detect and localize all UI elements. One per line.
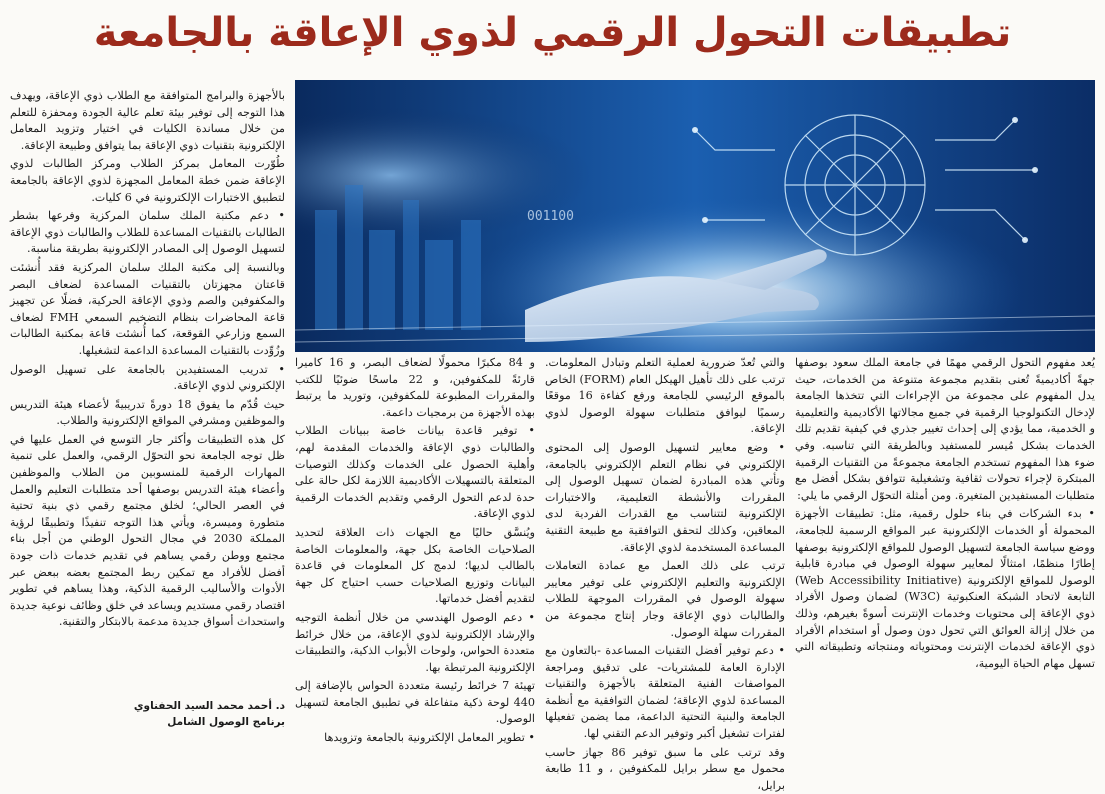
article-title: تطبيقات التحول الرقمي لذوي الإعاقة بالجامعة bbox=[93, 10, 1012, 56]
paragraph: • دعم الوصول الهندسي من خلال أنظمة التوجيه والإرشاد الإلكترونية لذوي الإعاقة، من خلال خرائط متعددة الحواس، ولوحات الأبواب الذكية، والتطبيقات الإلكترونية المرتبطة بها. bbox=[295, 610, 535, 674]
paragraph: كل هذه التطبيقات وأكثر جار التوسع في العمل عليها في ظل توجه الجامعة نحو التحوّل الرقمي، والعمل على تنمية المهارات الرقمية للمنسوبين من الطلاب والموظفين وأعضاء هيئة التدريس بوصفها أحد متطلبات التعليم والعمل في العصر الحالي؛ لخلق مجتمع رقمي ذي بنية تحتية متطورة وميسرة، ويأتي هذا التوجه تنفيذًا وتطبيقًا لرؤية المملكة 2030 في مجال التحول الوطني من أجل بناء مجتمع ووطن رقمي يساهم في تقديم خدمات ذات جودة أفضل للأفراد مع تمكين ربط المجتمع بعضه ببعض عبر الأدوات والأساليب الرقمية الذكية، وهذا يساهم في تطوير اقتصاد رقمي مستديم ويساعد في خلق وظائف نوعية جديدة واستحداث أسواق جديدة مدعمة بالابتكار والتقنية. bbox=[10, 432, 286, 629]
paragraph: • دعم توفير أفضل التقنيات المساعدة -بالتعاون مع الإدارة العامة للمشتريات- على تدقيق ومراجعة المواصفات الفنية المتعلقة بالأجهزة والتقنيات المساعدة لذوي الإعاقة؛ لضمان التوافقية مع أنظمة الجامعة والبنية التحتية الداعمة، مما يضمن تفعيلها لفترات تشغيل أكبر وتوفير الدعم التقني لها. bbox=[545, 644, 785, 741]
paragraph: يُعد مفهوم التحول الرقمي مهمًا في جامعة الملك سعود بوصفها جهةً أكاديميةً تُعنى بتقديم مجموعة متنوعة من الخدمات، حيث يدل المفهوم على مجموعة من الإجراءات التي تتخذها الجامعة لإدخال التكنولوجيا الرقمية في جميع مجالاتها الأكاديمية والتعليمية و الخدمية، مما يؤدي إلى إحداث تغيير جذري في كيفية تقديم تلك الخدمات بشكل مُيسر للمستفيد وبالطريقة التي تناسبه. وفي ضوء هذا المفهوم تستخدم الجامعة مجموعةً من التقنيات الرقمية المبتكرة لإجراء تحولات ثقافية وتشغيلية تتوافق بشكل أفضل مع متطلبات المستفيدين المتغيرة. ومن أمثلة التحوّل الرقمي ما يلي: bbox=[795, 356, 1095, 502]
paragraph: وبالنسبة إلى مكتبة الملك سلمان المركزية فقد أُنشئت قاعتان مجهزتان بالتقنيات المساعدة لضعاف البصر والمكفوفين والصم وذوي الإعاقة الحركية، فضلًا عن تجهيز قاعة المحاضرات بنظام التضخيم السمعي FMH لضعاف السمع وزارعي القوقعة، كما أُنشئت قاعة بمكتبة الطالبات وزُوِّدت بالتقنيات المساعدة الداعمة لتشغيلها. bbox=[10, 260, 285, 357]
paragraph: والتي تُعدّ ضرورية لعملية التعلم وتبادل المعلومات. ترتب على ذلك تأهيل الهيكل العام (FORM) الخاص بالموقع الرئيسي للجامعة ورفع كفاءة 16 موقعًا رسميًا ليوافق متطلبات سهولة الوصول لذوي الإعاقة. bbox=[545, 356, 786, 436]
column-2 bbox=[545, 355, 786, 792]
paragraph: وقد ترتب على ما سبق توفير 86 جهاز حاسب محمول مع سطر برايل للمكفوفين ، و 11 طابعة برايل، bbox=[545, 745, 785, 792]
hero-image bbox=[295, 80, 1095, 352]
paragraph: • تطوير المعامل الإلكترونية بالجامعة وتزويدها bbox=[324, 731, 535, 745]
author-name: د. أحمد محمد السيد الحفناوي bbox=[133, 700, 285, 712]
paragraph: • توفير قاعدة بيانات خاصة ببيانات الطلاب والطالبات ذوي الإعاقة والخدمات المقدمة لهم، وأهلية الحصول على الخدمات وكذلك التوصيات المتعلقة بالتسهيلات الأكاديمية اللازمة لكل حالة على حدة لدعم التحول الرقمي وتقديم الخدمات الرقمية لذوي الإعاقة. bbox=[295, 424, 535, 521]
paragraph: تهيئة 7 خرائط رئيسة متعددة الحواس بالإضافة إلى 440 لوحة ذكية متفاعلة في تطبيق الجامعة لتسهيل الوصول. bbox=[295, 679, 535, 726]
paragraph: ترتب على ذلك العمل مع عمادة التعاملات الإلكترونية والتعليم الإلكتروني على توفير معايير سهولة الوصول في المقررات الموجهة للطلاب والطالبات ذوي الإعاقة وجار إنتاج مجموعة من المقررات سهلة الوصول. bbox=[545, 559, 785, 639]
column-1 bbox=[795, 355, 1095, 733]
column-4 bbox=[10, 88, 285, 694]
paragraph: بالأجهزة والبرامج المتوافقة مع الطلاب ذوي الإعاقة، ويهدف هذا التوجه إلى توفير بيئة تعلم عالية الجودة ومحفزة للتعلم من خلال مساندة الكليات في اختيار وتزويد المعامل الإلكترونية بتقنيات ذوي الإعاقة بما يتوافق وطبيعة الإعاقة. bbox=[10, 89, 285, 152]
author-role: برنامج الوصول الشامل bbox=[167, 716, 285, 728]
paragraph: • وضع معايير لتسهيل الوصول إلى المحتوى الإلكتروني في نظام التعلم الإلكتروني بالجامعة، وتأتي هذه المبادرة لضمان تسهيل الوصول إلى المقررات والأنشطة التعليمية، والاختبارات الإلكترونية لتتناسب مع القدرات الفردية لدى المعاقين، وكذلك لتحقق التوافقية مع طبيعة التقنية المساعدة المستخدمة لذوي الإعاقة. bbox=[545, 440, 785, 554]
author-block bbox=[10, 698, 285, 730]
paragraph: • بدء الشركات في بناء حلول رقمية، مثل: تطبيقات الأجهزة المحمولة أو الخدمات الإلكترونية عبر المواقع الرسمية للجامعة، ووضع سياسة الجامعة لتسهيل الوصول للمواقع الإلكترونية بوصفها إطارًا منظمًا، امتثالًا لمعايير سهولة الوصول في مبادرة قابلية الوصول للمواقع الإلكترونية (Web Accessibility Initiative) التابعة لاتحاد الشبكة العنكبوتية (W3C) لضمان وصول الأفراد ذوي الإعاقة إلى محتويات وخدمات الإنترنت أسوةً بغيرهم، وذلك من خلال إزالة العوائق التي تحول دون وصول أو استخدام الأفراد ذوي الإعاقة لخدمات الإنترنت ومحتوياته ومنتجاته وتطبيقاته التي تسهل مهام الحياة اليومية، bbox=[795, 507, 1095, 670]
image-overlay-text: 001100 bbox=[527, 209, 574, 224]
paragraph: ويُنسَّق حاليًا مع الجهات ذات العلاقة لتحديد الصلاحيات الخاصة بكل جهة، والمعلومات الخاصة بالطالب لديها؛ لدمج كل المعلومات في قاعدة البيانات وتوزيع الصلاحيات حسب احتياج كل جهة لتقديم أفضل خدماتها. bbox=[295, 525, 535, 606]
paragraph: • دعم مكتبة الملك سلمان المركزية وفرعها بشطر الطالبات بالتقنيات المساعدة للطلاب والطالبات ذوي الإعاقة لتسهيل الوصول إلى المصادر الإلكترونية بطريقة مناسبة. bbox=[10, 209, 285, 256]
paragraph: طُوّرت المعامل بمركز الطلاب ومركز الطالبات لذوي الإعاقة ضمن خطة المعامل المجهزة لذوي الإعاقة بالجامعة لتطبيق الاختبارات الإلكترونية في 6 كليات. bbox=[10, 157, 285, 204]
column-3 bbox=[295, 355, 536, 745]
paragraph: و 84 مكبرًا محمولًا لضعاف البصر، و 16 كاميرا قارئةً للمكفوفين، و 22 ماسحًا ضوئيًا للكتب والمقررات المطبوعة للمكفوفين، وتوريد ما يرتبط بهذه الأجهزة من برمجيات داعمة. bbox=[295, 356, 536, 419]
digital-hand-circuit-icon bbox=[295, 80, 1095, 352]
paragraph: حيث قُدّم ما يفوق 18 دورةً تدريبيةً لأعضاء هيئة التدريس والموظفين ومشرفي المواقع الإلكترونية والطلاب. bbox=[10, 397, 285, 428]
paragraph: • تدريب المستفيدين بالجامعة على تسهيل الوصول الإلكتروني لذوي الإعاقة. bbox=[10, 362, 285, 393]
